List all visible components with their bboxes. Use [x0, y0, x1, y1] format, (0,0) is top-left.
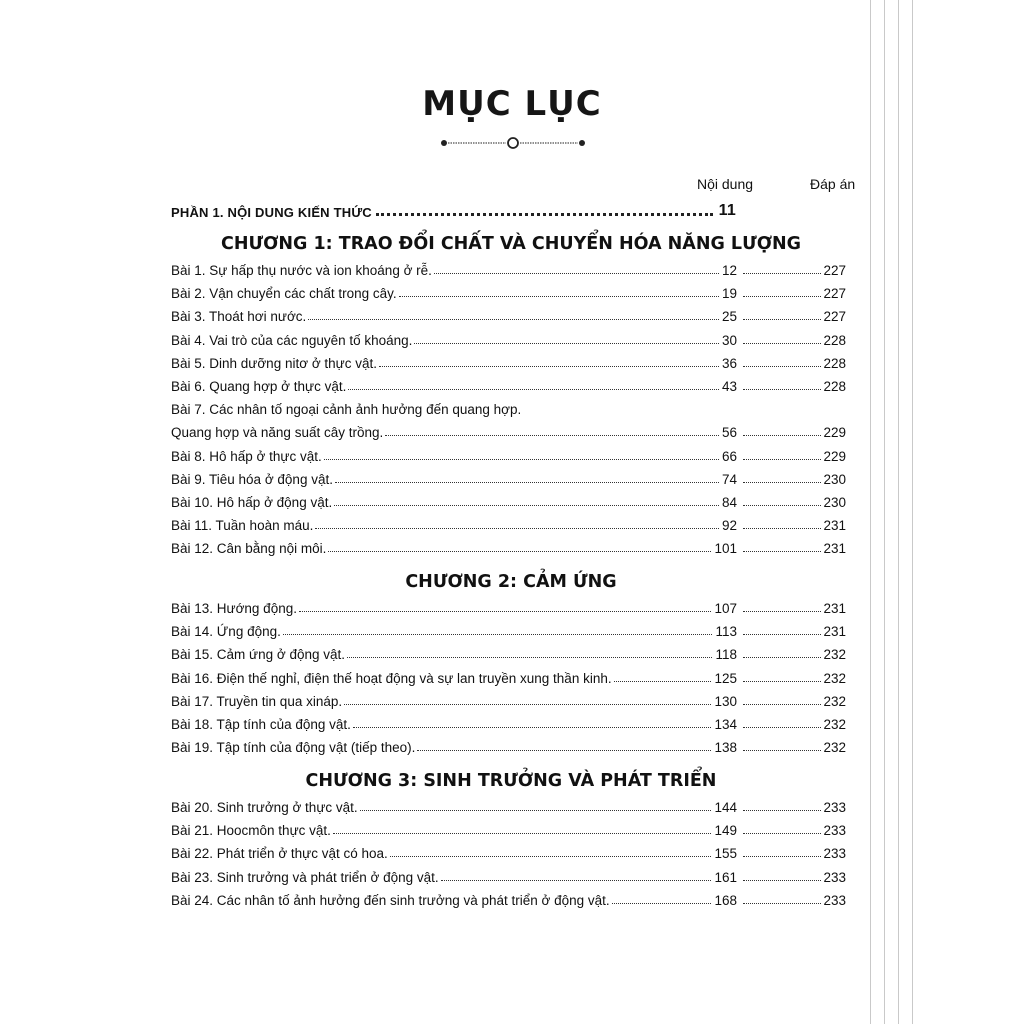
dot-leader: [743, 296, 821, 297]
answer-page-number: 233: [823, 800, 846, 815]
entry-answer: [743, 843, 846, 861]
lesson-title: Bài 17. Truyền tin qua xináp.: [171, 693, 343, 709]
chapter-heading: CHƯƠNG 2: CẢM ỨNG: [405, 572, 617, 592]
entry-content: [171, 538, 737, 556]
entry-content: [171, 890, 737, 908]
entry-content: [171, 867, 737, 885]
page-edge-line: [898, 0, 899, 1024]
dot-leader: [743, 704, 821, 705]
dot-leader: [743, 389, 821, 390]
entry-answer: [743, 330, 846, 348]
content-page-number: 161: [714, 869, 737, 885]
lesson-title: Bài 16. Điện thế nghỉ, điện thế hoạt động và sự lan truyền xung thần kinh.: [171, 670, 612, 686]
dot-leader: [348, 389, 719, 390]
dot-leader: [333, 833, 712, 834]
content-page-number: 113: [715, 624, 737, 640]
answer-page-number: 232: [823, 647, 846, 663]
toc-entry: [171, 820, 846, 838]
dot-leader: [399, 296, 719, 297]
toc-entry: [171, 668, 846, 686]
entry-content: [171, 469, 737, 487]
dot-leader: [334, 505, 719, 506]
lesson-title: Bài 18. Tập tính của động vật.: [171, 717, 351, 732]
toc-entry: [171, 621, 846, 639]
toc-entry: [171, 446, 846, 464]
toc-entry: [171, 737, 846, 755]
content-page-number: 36: [721, 355, 737, 371]
entry-content: [171, 820, 737, 838]
content-page-number: 134: [714, 717, 737, 732]
entry-answer: [743, 306, 846, 324]
dot-leader: [743, 810, 821, 811]
answer-page-number: 227: [823, 309, 846, 325]
dot-leader: [335, 482, 719, 483]
lesson-title: Bài 14. Ứng động.: [171, 624, 281, 640]
dot-leader: [612, 903, 712, 904]
dot-leader: [743, 856, 821, 857]
dot-leader: [743, 681, 821, 682]
entry-content: [171, 492, 737, 510]
entry-content: [171, 353, 737, 371]
dot-leader: [353, 727, 712, 728]
lesson-title: Bài 5. Dinh dưỡng nitơ ở thực vật.: [171, 355, 377, 371]
lesson-title: Bài 8. Hô hấp ở thực vật.: [171, 448, 322, 464]
entry-answer: [743, 621, 846, 639]
content-page-number: 56: [721, 425, 737, 441]
answer-page-number: 232: [823, 717, 846, 732]
dot-leader: [743, 634, 821, 635]
toc-entry: [171, 515, 846, 533]
dot-leader: [385, 435, 719, 436]
part-page-number: 11: [718, 202, 736, 219]
lesson-title: Bài 11. Tuần hoàn máu.: [171, 518, 314, 534]
toc-entry: [171, 306, 846, 324]
content-page-number: 12: [721, 263, 737, 278]
answer-page-number: 231: [823, 601, 846, 616]
content-page-number: 168: [714, 892, 737, 908]
entry-answer: [743, 867, 846, 885]
dot-leader: [743, 528, 821, 529]
entry-answer: [743, 515, 846, 533]
content-page-number: 66: [721, 448, 737, 464]
dot-leader: [743, 727, 821, 728]
entry-content: [171, 737, 737, 755]
dot-leader: [743, 343, 821, 344]
toc-entry: [171, 714, 846, 732]
answer-page-number: 228: [823, 355, 846, 371]
toc-entry: [171, 691, 846, 709]
toc-entry: [171, 469, 846, 487]
lesson-title: Bài 22. Phát triển ở thực vật có hoa.: [171, 846, 388, 862]
dot-leader: [283, 634, 713, 635]
toc-entry: [171, 890, 846, 908]
lesson-title: Bài 4. Vai trò của các nguyên tố khoáng.: [171, 332, 413, 348]
lesson-title: Bài 15. Cảm ứng ở động vật.: [171, 647, 345, 663]
answer-page-number: 233: [823, 892, 846, 908]
toc-entry: [171, 867, 846, 885]
content-page-number: 118: [715, 647, 737, 663]
content-page-number: 101: [714, 541, 737, 557]
entry-content: [171, 644, 737, 662]
entry-content: [171, 668, 737, 686]
chapter-heading: CHƯƠNG 3: SINH TRƯỞNG VÀ PHÁT TRIỂN: [305, 771, 717, 791]
entry-content: [171, 422, 737, 440]
answer-page-number: 232: [823, 740, 846, 756]
toc-entry: [171, 399, 846, 417]
dot-leader: [344, 704, 711, 705]
answer-page-number: 230: [823, 471, 846, 487]
entry-answer: [743, 376, 846, 394]
lesson-title: Bài 13. Hướng động.: [171, 601, 297, 616]
answer-page-number: 233: [823, 846, 846, 862]
dot-leader: [743, 611, 821, 612]
entry-answer: [743, 714, 846, 732]
entry-answer: [743, 422, 846, 440]
dot-leader: [308, 319, 719, 320]
entry-content: [171, 376, 737, 394]
dot-leader: [434, 273, 719, 274]
dot-leader: [743, 880, 821, 881]
answer-page-number: 231: [823, 518, 846, 534]
dot-leader: [614, 681, 712, 682]
dot-leader: [743, 273, 821, 274]
lesson-title: Bài 24. Các nhân tố ảnh hưởng đến sinh trưởng và phát triển ở động vật.: [171, 892, 610, 908]
dot-leader: [743, 435, 821, 436]
lesson-title: Bài 7. Các nhân tố ngoại cảnh ảnh hưởng đến quang hợp.: [171, 402, 522, 418]
dot-leader: [743, 657, 821, 658]
content-page-number: 84: [721, 495, 737, 510]
answer-page-number: 227: [823, 286, 846, 302]
lesson-title: Bài 3. Thoát hơi nước.: [171, 309, 307, 325]
answer-page-number: 231: [823, 624, 846, 640]
answer-page-number: 230: [823, 495, 846, 510]
dot-leader: [347, 657, 712, 658]
entry-answer: [743, 820, 846, 838]
lesson-title: Bài 1. Sự hấp thụ nước và ion khoáng ở rễ.: [171, 263, 432, 278]
lesson-title: Bài 6. Quang hợp ở thực vật.: [171, 379, 347, 394]
answer-page-number: 229: [823, 448, 846, 464]
entry-content: [171, 399, 521, 417]
entry-content: [171, 306, 737, 324]
entry-answer: [743, 469, 846, 487]
dot-leader: [324, 459, 719, 460]
dot-leader: [743, 482, 821, 483]
dot-leader: [376, 213, 713, 216]
content-page-number: 130: [714, 693, 737, 709]
toc-entry: [171, 492, 846, 510]
entry-content: [171, 714, 737, 732]
content-page-number: 43: [721, 379, 737, 394]
entry-answer: [743, 797, 846, 815]
lesson-title: Bài 23. Sinh trưởng và phát triển ở động vật.: [171, 869, 439, 885]
page-edge-line: [884, 0, 885, 1024]
lesson-title: Bài 21. Hoocmôn thực vật.: [171, 823, 331, 839]
toc-entry: [171, 843, 846, 861]
answer-page-number: 233: [823, 823, 846, 839]
toc-entry: [171, 260, 846, 278]
content-page-number: 92: [721, 518, 737, 534]
column-header-answer: Đáp án: [810, 176, 856, 192]
lesson-title: Quang hợp và năng suất cây trồng.: [171, 425, 384, 441]
lesson-title: Bài 10. Hô hấp ở động vật.: [171, 495, 333, 510]
answer-page-number: 233: [823, 869, 846, 885]
dot-leader: [417, 750, 711, 751]
toc-entry: [171, 797, 846, 815]
entry-answer: [743, 691, 846, 709]
toc-entry: [171, 283, 846, 301]
lesson-title: Bài 2. Vận chuyển các chất trong cây.: [171, 286, 397, 302]
entry-content: [171, 330, 737, 348]
dot-leader: [360, 810, 712, 811]
content-page-number: 125: [714, 670, 737, 686]
lesson-title: Bài 20. Sinh trưởng ở thực vật.: [171, 800, 358, 815]
chapter-heading: CHƯƠNG 1: TRAO ĐỔI CHẤT VÀ CHUYỂN HÓA NĂNG LƯỢNG: [220, 234, 801, 254]
dot-leader: [743, 459, 821, 460]
content-page-number: 19: [721, 286, 737, 302]
content-page-number: 149: [714, 823, 737, 839]
part-label: PHẦN 1. NỘI DUNG KIẾN THỨC: [171, 205, 372, 220]
entry-content: [171, 691, 737, 709]
dot-leader: [743, 903, 821, 904]
entry-answer: [743, 260, 846, 278]
answer-page-number: 228: [823, 379, 846, 394]
dot-leader: [743, 833, 821, 834]
part-entry: [171, 200, 736, 220]
lesson-title: Bài 9. Tiêu hóa ở động vật.: [171, 471, 333, 487]
dot-leader: [315, 528, 719, 529]
page-edge-line: [870, 0, 871, 1024]
answer-page-number: 229: [823, 425, 846, 441]
toc-entry: [171, 538, 846, 556]
page-edge-line: [912, 0, 913, 1024]
answer-page-number: 232: [823, 693, 846, 709]
entry-answer: [743, 446, 846, 464]
page-title: MỤC LỤC: [422, 84, 602, 124]
answer-page-number: 228: [823, 332, 846, 348]
dot-leader: [390, 856, 712, 857]
dot-leader: [743, 366, 821, 367]
lesson-title: Bài 12. Cân bằng nội môi.: [171, 541, 327, 557]
entry-content: [171, 843, 737, 861]
entry-content: [171, 797, 737, 815]
entry-content: [171, 283, 737, 301]
content-page-number: 155: [714, 846, 737, 862]
entry-answer: [743, 492, 846, 510]
toc-entry: [171, 422, 846, 440]
title-ornament-icon: [440, 136, 586, 150]
entry-content: [171, 598, 737, 616]
entry-answer: [743, 598, 846, 616]
dot-leader: [743, 505, 821, 506]
dot-leader: [743, 319, 821, 320]
entry-answer: [743, 890, 846, 908]
dot-leader: [414, 343, 719, 344]
toc-entry: [171, 376, 846, 394]
entry-answer: [743, 668, 846, 686]
lesson-title: Bài 19. Tập tính của động vật (tiếp theo).: [171, 740, 416, 756]
content-page-number: 74: [721, 471, 737, 487]
column-header-content: Nội dung: [697, 176, 754, 192]
answer-page-number: 227: [823, 263, 846, 278]
answer-page-number: 231: [823, 541, 846, 557]
entry-answer: [743, 283, 846, 301]
dot-leader: [743, 551, 821, 552]
answer-page-number: 232: [823, 670, 846, 686]
dot-leader: [441, 880, 712, 881]
content-page-number: 30: [721, 332, 737, 348]
content-page-number: 25: [721, 309, 737, 325]
toc-entry: [171, 353, 846, 371]
entry-answer: [743, 353, 846, 371]
entry-content: [171, 260, 737, 278]
entry-answer: [743, 644, 846, 662]
toc-entry: [171, 330, 846, 348]
content-page-number: 138: [714, 740, 737, 756]
entry-content: [171, 515, 737, 533]
entry-answer: [743, 737, 846, 755]
dot-leader: [299, 611, 711, 612]
entry-content: [171, 621, 737, 639]
entry-answer: [743, 538, 846, 556]
toc-entry: [171, 644, 846, 662]
toc-entry: [171, 598, 846, 616]
entry-content: [171, 446, 737, 464]
dot-leader: [379, 366, 719, 367]
dot-leader: [328, 551, 711, 552]
content-page-number: 144: [714, 800, 737, 815]
content-page-number: 107: [714, 601, 737, 616]
dot-leader: [743, 750, 821, 751]
